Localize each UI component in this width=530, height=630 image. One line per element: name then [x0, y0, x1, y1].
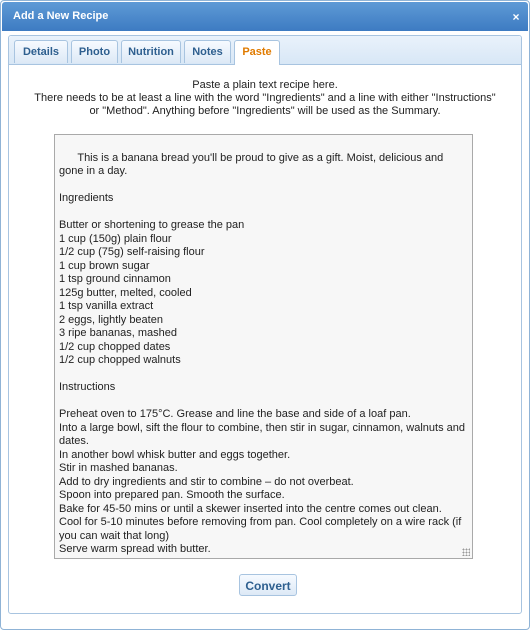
- resize-grip-icon[interactable]: [462, 548, 470, 556]
- tab-details[interactable]: Details: [14, 40, 68, 63]
- tab-nutrition[interactable]: Nutrition: [121, 40, 181, 63]
- tab-paste[interactable]: Paste: [234, 40, 280, 65]
- dialog-title: Add a New Recipe: [13, 10, 109, 22]
- paste-instructions: [9, 79, 521, 118]
- dialog-body: [8, 35, 522, 614]
- instructions-line-3: or "Method". Anything before "Ingredients" will be used as the Summary.: [89, 105, 441, 117]
- close-icon[interactable]: ×: [512, 10, 520, 24]
- tab-bar: [9, 36, 521, 65]
- dialog-titlebar[interactable]: [2, 2, 528, 31]
- recipe-text: This is a banana bread you'll be proud to give as a gift. Moist, delicious and gone in a day. Ingredients Butter or shortening to grease the pan 1 cup (150g) plain flour 1/2 cup (75g) self-raising flour 1 cup brown sugar 1 tsp ground cinnamon 125g butter, melted, cooled 1 tsp vanilla extract 2 eggs, lightly beaten 3 ripe bananas, mashed 1/2 cup chopped dates 1/2 cup chopped walnuts Instructions Preheat oven to 175°C. Grease and line the base and side of a loaf pan. Into a large bowl, sift the flour to combine, then stir in sugar, cinnamon, walnuts and dates. In another bowl whisk butter and eggs together. Stir in mashed bananas. Add to dry ingredients and stir to combine – do not overbeat. Spoon into prepared pan. Smooth the surface. Bake for 45-50 mins or until a skewer inserted into the centre comes out clean. Cool for 5-10 minutes before removing from pan. Cool completely on a wire rack (if you can wait that long) Serve warm spread with butter.: [59, 151, 466, 555]
- recipe-text-area[interactable]: [54, 134, 473, 559]
- tab-photo[interactable]: Photo: [71, 40, 118, 63]
- instructions-line-1: Paste a plain text recipe here.: [192, 79, 338, 91]
- convert-button[interactable]: Convert: [239, 574, 297, 596]
- tab-notes[interactable]: Notes: [184, 40, 231, 63]
- instructions-line-2: There needs to be at least a line with the word "Ingredients" and a line with either "Instructions": [34, 92, 496, 104]
